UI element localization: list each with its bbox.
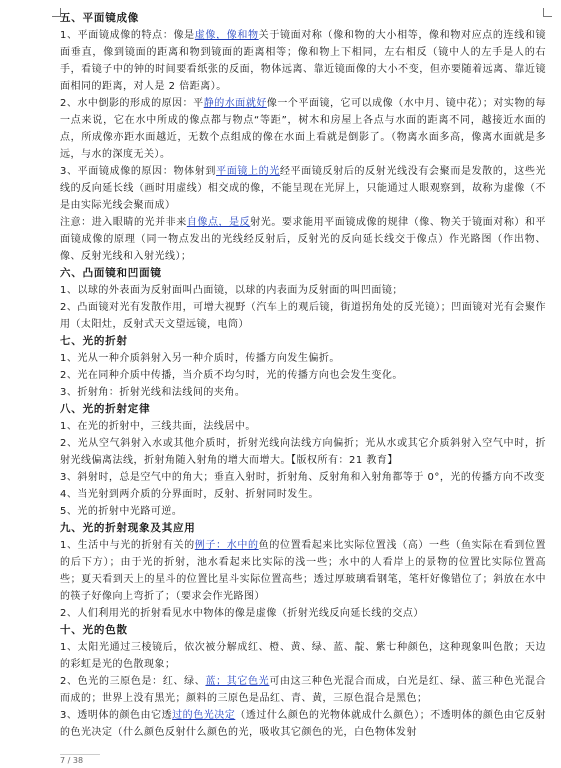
- text-run: 2、凸面镜对光有发散作用，可增大视野（汽车上的观后镜，街道拐角处的反光镜）；凹面镜对光有会聚作用（太阳灶，反射式天文望远镜，电筒）: [60, 302, 546, 330]
- paragraph: [60, 95, 546, 163]
- page-number: 7 / 38: [60, 754, 100, 765]
- text-run: （透过什么颜色的光物体就成什么颜色）；不透明体的颜色由它反射的色光决定（什么颜色反射什么颜色的光，吸收其它颜色的光，白色物体发射: [60, 710, 547, 738]
- hyperlink-text[interactable]: 过的色光决定: [172, 710, 236, 721]
- document-body: [60, 10, 546, 741]
- text-run: 1、平面镜成像的特点：像是: [60, 30, 195, 41]
- text-run: 关于镜面对称（像和物的大小相等，像和物对应点的连线和镜面垂直，像到镜面的距离和物到镜面的距离相等；像和物上下相同，左右相反（镜中人的左手是人的右手，看镜子中的钟的时间要看纸张的反面，物体远离、靠近镜面像的大小不变，但亦要随着远离、靠近镜面相同的距离，对人是 2 倍距离）。: [60, 30, 546, 92]
- text-run: 3、透明体的颜色由它透: [60, 710, 173, 721]
- paragraph: [60, 639, 546, 673]
- hyperlink-text[interactable]: 自像点，是反: [186, 217, 251, 228]
- paragraph: [60, 299, 546, 333]
- text-run: 2、水中倒影的形成的原因：平: [60, 98, 204, 109]
- section-heading: 六、凸面镜和凹面镜: [60, 267, 162, 279]
- paragraph: [60, 707, 546, 741]
- text-run: 4、当光射到两介质的分界面时，反射、折射同时发生。: [60, 489, 319, 500]
- paragraph: [60, 486, 546, 503]
- section-heading: 七、光的折射: [60, 335, 128, 347]
- text-run: 3、平面镜成像的原因：物体射到: [60, 166, 217, 177]
- section-heading: 十、光的色散: [60, 624, 128, 636]
- hyperlink-text[interactable]: 例子：水中的: [194, 540, 259, 551]
- hyperlink-text[interactable]: 平面镜上的光: [216, 166, 280, 177]
- text-run: 1、太阳光通过三棱镜后，依次被分解成红、橙、黄、绿、蓝、靛、紫七种颜色，这种现象叫色散；天边的彩虹是光的色散现象；: [60, 642, 546, 670]
- text-run: 1、以球的外表面为反射面叫凸面镜，以球的内表面为反射面的叫凹面镜；: [60, 285, 403, 296]
- paragraph: [60, 163, 546, 214]
- paragraph: [60, 350, 546, 367]
- paragraph: [60, 605, 546, 622]
- section-heading: 九、光的折射现象及其应用: [60, 522, 196, 534]
- text-run: 1、在光的折射中，三线共面，法线居中。: [60, 421, 256, 432]
- text-run: 2、色光的三原色是：红、绿、: [60, 676, 206, 687]
- hyperlink-text[interactable]: 虚像，像和物: [194, 30, 259, 41]
- hyperlink-text[interactable]: 蓝；其它色光: [205, 676, 270, 687]
- text-run: 3、斜射时，总是空气中的角大；垂直入射时，折射角、反射角和入射角都等于 0°，光的传播方向不改变: [60, 472, 545, 483]
- text-run: 1、生活中与光的折射有关的: [60, 540, 195, 551]
- text-run: 2、人们利用光的折射看见水中物体的像是虚像（折射光线反向延长线的交点）: [60, 608, 424, 619]
- paragraph: [60, 27, 546, 95]
- text-run: 5、光的折射中光路可逆。: [60, 506, 183, 517]
- text-run: 射光。要求能用平面镜成像的规律（像、物关于镜面对称）和平面镜成像的原理（同一物点发出的光线经反射后，反射光的反向延长线交于像点）作光路图（作出物、像、反射光线和入射光线）；: [60, 217, 547, 262]
- paragraph: [60, 435, 546, 469]
- text-run: 像一个平面镜，它可以成像（水中月、镜中花）；对实物的每一点来说，它在水中所成的像点都与物点“等距”，树木和房屋上各点与水面的距离不同，越接近水面的点，所成像亦距水面越近，无数个点组成的像在水面上看就是倒影了。（物离水面多高，像离水面就是多远，与水的深度无关）。: [60, 98, 547, 160]
- text-run: 鱼的位置看起来比实际位置浅（高）一些（鱼实际在看到位置的后下方）；由于光的折射，池水看起来比实际的浅一些；水中的人看岸上的景物的位置比实际位置高些；夏天看到天上的星斗的位置比星斗实际位置高些；透过厚玻璃看钢笔，笔杆好像错位了；斜放在水中的筷子好像向上弯折了；（要求会作光路图）: [60, 540, 546, 602]
- section-heading: 五、平面镜成像: [60, 12, 140, 24]
- paragraph: [60, 418, 546, 435]
- text-run: 2、光在同种介质中传播，当介质不均匀时，光的传播方向也会发生变化。: [60, 370, 403, 381]
- paragraph: [60, 673, 546, 707]
- paragraph: [60, 503, 546, 520]
- section-heading: 八、光的折射定律: [60, 403, 151, 415]
- paragraph: [60, 282, 546, 299]
- paragraph: [60, 384, 546, 401]
- paragraph: [60, 367, 546, 384]
- hyperlink-text[interactable]: 静的水面就好: [203, 98, 267, 109]
- text-run: 可由这三种色光混合而成，白光是红、绿、蓝三种色光混合而成的；世界上没有黑光；颜料的三原色是品红、青、黄，三原色混合是黑色；: [60, 676, 547, 704]
- text-run: 1、光从一种介质斜射入另一种介质时，传播方向发生偏折。: [60, 353, 340, 364]
- text-run: 2、光从空气斜射入水或其他介质时，折射光线向法线方向偏折；光从水或其它介质斜射入空气中时，折射光线偏离法线，折射角随入射角的增大而增大。【版权所有：21 教育】: [60, 438, 546, 466]
- text-run: 注意：进入眼睛的光并非来: [60, 217, 187, 228]
- text-run: 经平面镜反射后的反射光线没有会聚而是发散的，这些光线的反向延长线（画时用虚线）相交成的像，不能呈现在光屏上，只能通过人眼观察到，故称为虚像（不是由实际光线会聚而成）: [60, 166, 547, 211]
- paragraph: [60, 537, 546, 605]
- paragraph: [60, 469, 546, 486]
- paragraph: [60, 214, 546, 265]
- text-run: 3、折射角：折射光线和法线间的夹角。: [60, 387, 246, 398]
